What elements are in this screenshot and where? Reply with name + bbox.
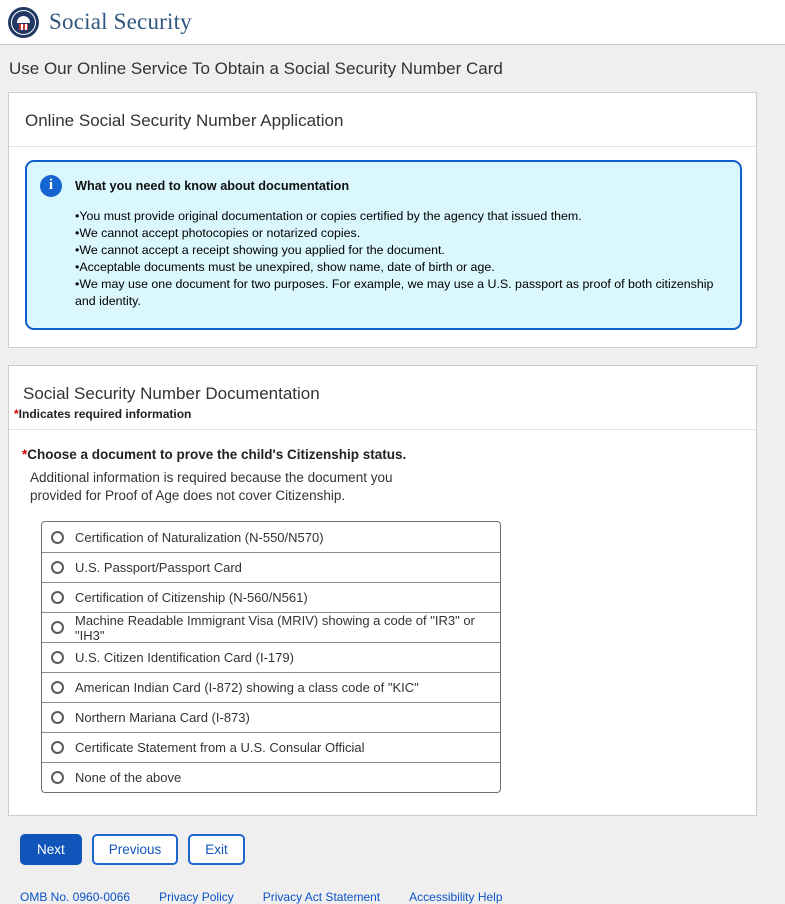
- option-label: Certificate Statement from a U.S. Consular Official: [75, 740, 365, 755]
- ssa-seal-icon: [8, 7, 39, 38]
- radio-button-icon[interactable]: [51, 591, 64, 604]
- brand-title: Social Security: [49, 9, 192, 34]
- option-us-passport[interactable]: [42, 552, 500, 582]
- required-note: *Indicates required information: [14, 407, 192, 421]
- radio-button-icon[interactable]: [51, 771, 64, 784]
- documentation-card-title: Social Security Number Documentation: [23, 384, 320, 403]
- masthead: [0, 0, 785, 45]
- page-title: Use Our Online Service To Obtain a Social Security Number Card: [9, 59, 503, 78]
- page-body: [0, 59, 785, 904]
- option-label: U.S. Passport/Passport Card: [75, 560, 242, 575]
- option-mriv[interactable]: [42, 612, 500, 642]
- option-consular-certificate-statement[interactable]: [42, 732, 500, 762]
- accessibility-help-link[interactable]: Accessibility Help: [409, 890, 503, 904]
- required-asterisk: *: [22, 447, 28, 462]
- info-bullet: • You must provide original documentation or copies certified by the agency that issued them.: [75, 208, 724, 225]
- citizenship-document-option-list: [41, 521, 501, 793]
- info-box-title: What you need to know about documentation: [75, 179, 350, 193]
- documentation-info-box: [25, 160, 742, 330]
- option-label: Machine Readable Immigrant Visa (MRIV) showing a code of "IR3" or "IH3": [75, 612, 475, 643]
- info-bullet: • Acceptable documents must be unexpired, show name, date of birth or age.: [75, 259, 724, 276]
- info-bullet: • We cannot accept a receipt showing you applied for the document.: [75, 242, 724, 259]
- option-certification-of-naturalization[interactable]: [42, 522, 500, 552]
- documentation-card: [8, 365, 757, 816]
- next-button[interactable]: Next: [20, 834, 82, 865]
- option-label: Certification of Citizenship (N-560/N561): [75, 590, 308, 605]
- application-card-title: Online Social Security Number Application: [9, 93, 756, 147]
- option-us-citizen-id-card[interactable]: [42, 642, 500, 672]
- option-label: Certification of Naturalization (N-550/N570): [75, 529, 324, 545]
- radio-button-icon[interactable]: [51, 681, 64, 694]
- omb-number-link[interactable]: OMB No. 0960-0066: [20, 890, 131, 904]
- radio-button-icon[interactable]: [51, 621, 64, 634]
- option-american-indian-card[interactable]: [42, 672, 500, 702]
- radio-button-icon[interactable]: [51, 711, 64, 724]
- radio-button-icon[interactable]: [51, 561, 64, 574]
- privacy-policy-link[interactable]: Privacy Policy: [159, 890, 234, 904]
- application-card: [8, 92, 757, 348]
- action-buttons: [20, 834, 757, 865]
- exit-button[interactable]: Exit: [188, 834, 245, 865]
- radio-button-icon[interactable]: [51, 651, 64, 664]
- citizenship-question-help: Additional information is required because the document you provided for Proof of Age does not cover Citizenship.: [30, 470, 393, 503]
- info-bullet: • We may use one document for two purposes. For example, we may use a U.S. passport as proof of both citizenship and identity.: [75, 276, 724, 310]
- footer-links: [20, 890, 757, 904]
- privacy-act-statement-link[interactable]: Privacy Act Statement: [262, 890, 381, 904]
- info-icon: i: [40, 175, 62, 197]
- info-bullet-list: [75, 208, 724, 310]
- required-asterisk: *: [14, 407, 19, 421]
- option-certification-of-citizenship[interactable]: [42, 582, 500, 612]
- previous-button[interactable]: Previous: [92, 834, 179, 865]
- info-bullet: • We cannot accept photocopies or notarized copies.: [75, 225, 724, 242]
- option-label: American Indian Card (I-872) showing a class code of "KIC": [75, 680, 419, 695]
- option-label: U.S. Citizen Identification Card (I-179): [75, 650, 294, 665]
- option-label: None of the above: [75, 770, 182, 785]
- citizenship-question-block: [9, 430, 756, 815]
- radio-button-icon[interactable]: [51, 741, 64, 754]
- radio-button-icon[interactable]: [51, 531, 64, 544]
- option-northern-mariana-card[interactable]: [42, 702, 500, 732]
- option-label: Northern Mariana Card (I-873): [75, 710, 250, 725]
- option-none-of-the-above[interactable]: [42, 762, 500, 792]
- citizenship-question: *Choose a document to prove the child's Citizenship status.: [22, 447, 407, 462]
